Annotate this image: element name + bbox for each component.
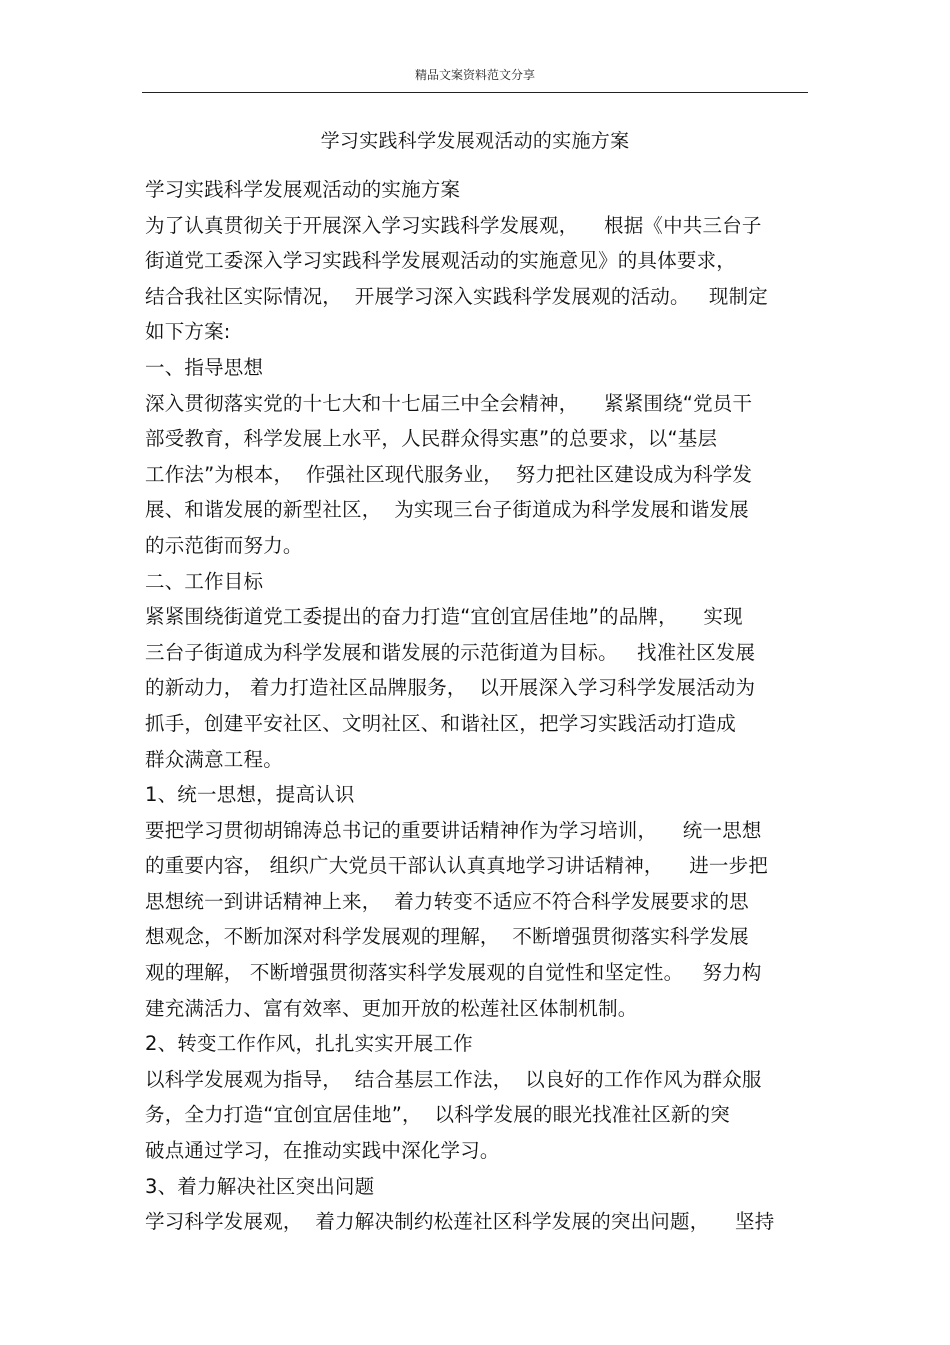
section-heading: 一、指导思想 [145,355,264,379]
body-line: 要把学习贯彻胡锦涛总书记的重要讲话精神作为学习培训， 统一思想 [145,818,762,842]
body-line: 务，全力打造“宜创宜居佳地”， 以科学发展的眼光找准社区新的突 [145,1103,731,1127]
page-header: 精品文案资料范文分享 [414,68,535,82]
subsection-heading: 1、统一思想，提高认识 [145,783,355,807]
body-line: 思想统一到讲话精神上来， 着力转变不适应不符合科学发展要求的思 [145,889,749,913]
body-line: 学习科学发展观， 着力解决制约松莲社区科学发展的突出问题， 坚持 [145,1210,775,1234]
body-line: 建充满活力、富有效率、更加开放的松莲社区体制机制。 [145,996,638,1020]
subsection-heading: 2、转变工作作风，扎扎实实开展工作 [145,1032,473,1056]
body-line: 街道党工委深入学习实践科学发展观活动的实施意见》的具体要求， [145,249,737,273]
document-body [145,172,813,1240]
body-line: 深入贯彻落实党的十七大和十七届三中全会精神， 紧紧围绕“党员干 [145,391,753,415]
body-line: 的重要内容， 组织广大党员干部认认真真地学习讲话精神， 进一步把 [145,854,768,878]
section-heading: 二、工作目标 [145,569,264,593]
body-line: 抓手，创建平安社区、文明社区、和谐社区，把学习实践活动打造成 [145,711,737,735]
subsection-heading: 3、着力解决社区突出问题 [145,1174,375,1198]
body-line: 部受教育，科学发展上水平，人民群众得实惠”的总要求，以“基层 [145,427,718,451]
body-line: 群众满意工程。 [145,747,283,771]
body-line: 学习实践科学发展观活动的实施方案 [145,178,461,201]
body-line: 如下方案: [145,320,231,344]
body-line: 为了认真贯彻关于开展深入学习实践科学发展观， 根据《中共三台子 [145,213,762,237]
body-line: 的示范街而努力。 [145,533,303,557]
body-line: 紧紧围绕街道党工委提出的奋力打造“宜创宜居佳地”的品牌， 实现 [145,605,743,629]
body-line: 破点通过学习，在推动实践中深化学习。 [145,1139,500,1163]
body-line: 工作法”为根本， 作强社区现代服务业， 努力把社区建设成为科学发 [145,462,753,486]
body-line: 结合我社区实际情况， 开展学习深入实践科学发展观的活动。 现制定 [145,284,768,308]
document-title: 学习实践科学发展观活动的实施方案 [320,130,630,152]
body-line: 的新动力， 着力打造社区品牌服务， 以开展深入学习科学发展活动为 [145,676,756,700]
body-line: 以科学发展观为指导， 结合基层工作法， 以良好的工作作风为群众服 [145,1067,762,1091]
body-line: 展、和谐发展的新型社区， 为实现三台子街道成为科学发展和谐发展 [145,498,749,522]
body-line: 想观念，不断加深对科学发展观的理解， 不断增强贯彻落实科学发展 [145,925,749,949]
header-divider [142,92,808,93]
body-line: 观的理解， 不断增强贯彻落实科学发展观的自觉性和坚定性。 努力构 [145,961,762,985]
body-line: 三台子街道成为科学发展和谐发展的示范街道为目标。 找准社区发展 [145,640,756,664]
